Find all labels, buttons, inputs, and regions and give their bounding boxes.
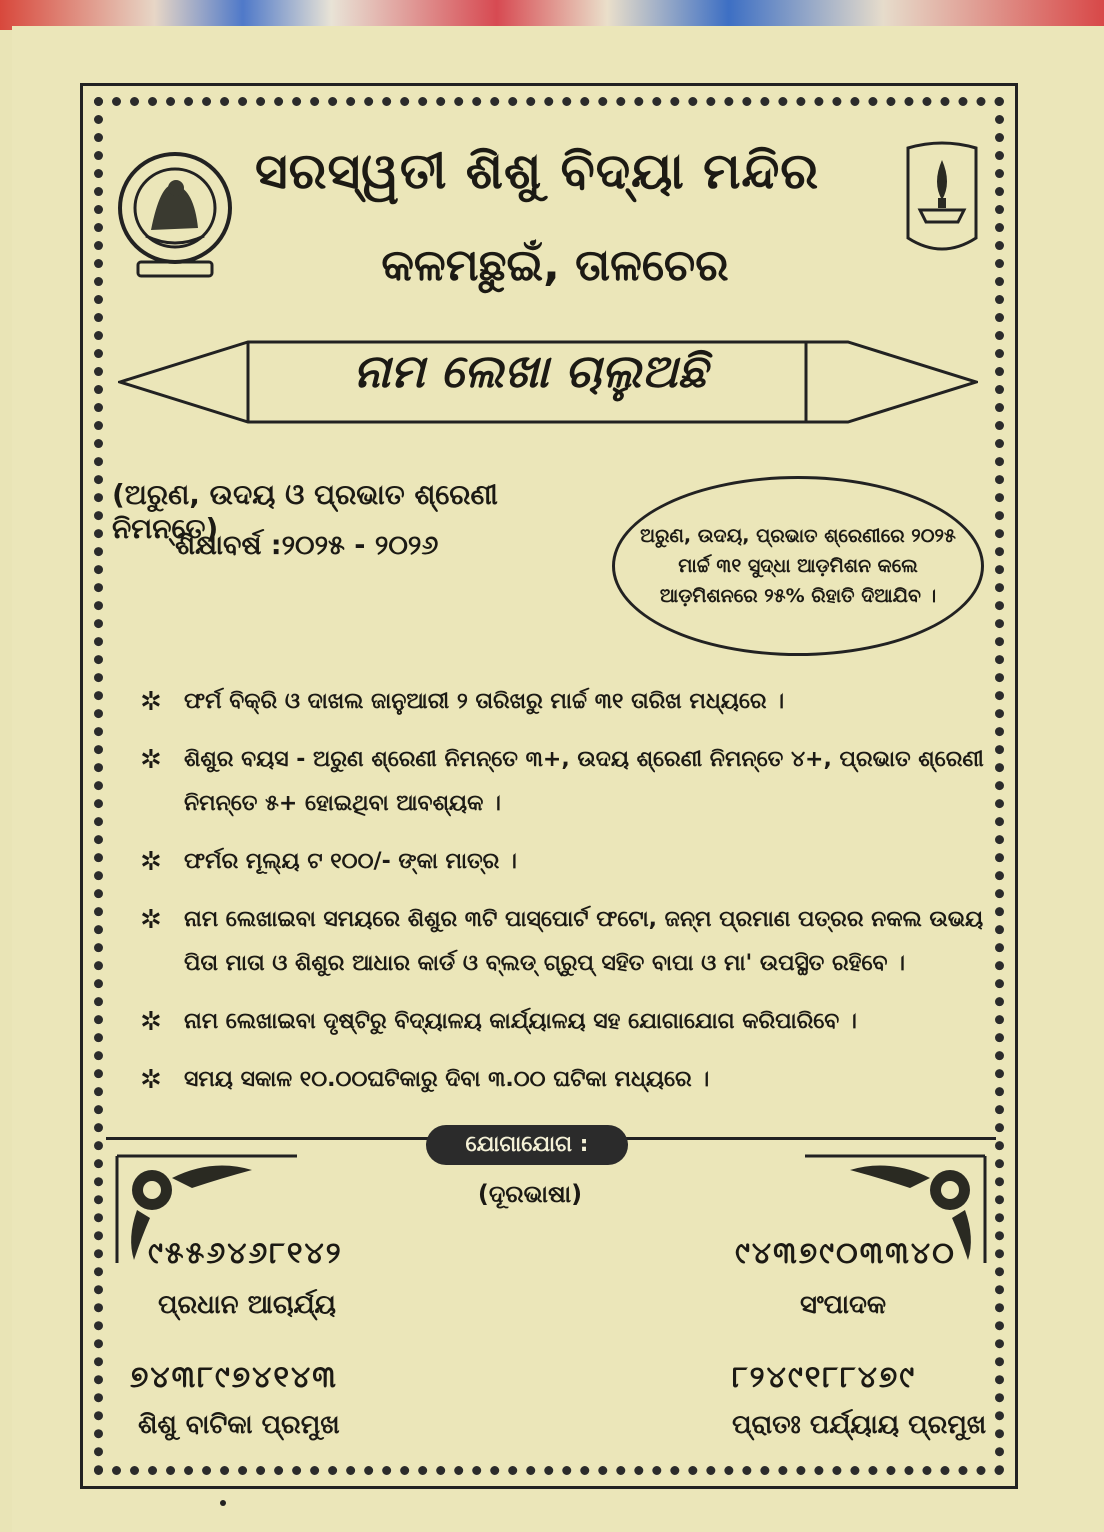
list-item: ✲ ନାମ ଲେଖାଇବା ସମୟରେ ଶିଶୁର ୩ଟି ପାସ୍‌ପୋର୍ଟ ଫଟୋ, ଜନ୍ମ ପ୍ରମାଣ ପତ୍ରର ନକଲ ଉଭୟ ପିତା ମାତା ଓ ଶିଶୁର ଆଧାର କାର୍ଡ ଓ ବ୍ଲଡ୍ ଗ୍ରୁପ୍ ସହିତ ବାପା ଓ ମା' ଉପସ୍ଥିତ ରହିବେ । [140,898,990,986]
asterisk-icon: ✲ [140,1065,162,1095]
contact-role: ଶିଶୁ ବାଟିକା ପ୍ରମୁଖ [138,1410,340,1440]
contact-role: ପ୍ରଧାନ ଆଚାର୍ଯ୍ୟ [158,1290,336,1320]
list-item: ✲ ଶିଶୁର ବୟସ - ଅରୁଣ ଶ୍ରେଣୀ ନିମନ୍ତେ ୩+, ଉଦୟ ଶ୍ରେଣୀ ନିମନ୍ତେ ୪+, ପ୍ରଭାତ ଶ୍ରେଣୀ ନିମନ୍ତେ ୫+ ହୋଇଥିବା ଆବଶ୍ୟକ । [140,738,990,826]
school-location: କଳମଛୁଇଁ, ତାଳଚେର [381,240,729,291]
phone-number: ୯୫୫୬୪୬୮୧୪୨ [148,1236,343,1271]
contact-role: ପ୍ରାତଃ ପର୍ଯ୍ୟାୟ ପ୍ରମୁଖ [732,1410,987,1440]
admission-open-heading: ନାମ ଲେଖା ଚାଲୁଅଛି [353,344,707,398]
discount-note [612,476,984,656]
list-item: ✲ ନାମ ଲେଖାଇବା ଦୃଷ୍ଟିରୁ ବିଦ୍ୟାଳୟ କାର୍ଯ୍ୟାଳୟ ସହ ଯୋଗାଯୋଗ କରିପାରିବେ । [140,1000,990,1044]
contact-heading: ଯୋଗାଯୋଗ : [426,1125,628,1165]
phone-label: (ଦୂରଭାଷା) [477,1180,583,1208]
phone-number: ୮୨୪୯୧୮୮୪୭୯ [732,1360,917,1395]
asterisk-icon: ✲ [140,847,162,877]
asterisk-icon: ✲ [140,687,162,717]
ink-mark [220,1500,226,1506]
discount-note-text: ଅରୁଣ, ଉଦୟ, ପ୍ରଭାତ ଶ୍ରେଣୀରେ ୨୦୨୫ ମାର୍ଚ୍ଚ ୩୧ ସୁଦ୍ଧା ଆଡ଼ମିଶନ କଲେ ଆଡ଼ମିଶନରେ ୨୫% ରିହାତି ଦିଆଯିବ । [640,525,956,607]
school-seal-icon [116,150,234,280]
list-item: ✲ ଫର୍ମ ବିକ୍ରି ଓ ଦାଖଲ ଜାନୁଆରୀ ୨ ତାରିଖରୁ ମାର୍ଚ୍ଚ ୩୧ ତାରିଖ ମଧ୍ୟରେ । [140,680,990,724]
academic-year: ଶିକ୍ଷାବର୍ଷ :୨୦୨୫ - ୨୦୨୬ [175,530,439,561]
asterisk-icon: ✲ [140,905,162,935]
phone-number: ୭୪୩୮୯୭୪୧୪୩ [130,1360,338,1395]
admission-classes: (ଅରୁଣ, ଉଦୟ ଓ ପ୍ରଭାତ ଶ୍ରେଣୀ ନିମନ୍ତେ) [112,478,498,545]
lamp-emblem-icon [902,138,982,258]
asterisk-icon: ✲ [140,1007,162,1037]
info-list [140,680,990,1116]
list-item: ✲ ଫର୍ମର ମୂଲ୍ୟ ଟ ୧୦୦/- ଙ୍କା ମାତ୍ର । [140,840,990,884]
phone-number: ୯୪୩୭୯୦୩୩୪୦ [735,1236,956,1271]
school-name: ସରସ୍ୱତୀ ଶିଶୁ ବିଦ୍ୟା ମନ୍ଦିର [255,142,820,200]
list-item: ✲ ସମୟ ସକାଳ ୧୦.୦୦ଘଟିକାରୁ ଦିବା ୩.୦୦ ଘଟିକା ମଧ୍ୟରେ । [140,1058,990,1102]
contact-role: ସଂପାଦକ [800,1290,887,1320]
asterisk-icon: ✲ [140,745,162,775]
